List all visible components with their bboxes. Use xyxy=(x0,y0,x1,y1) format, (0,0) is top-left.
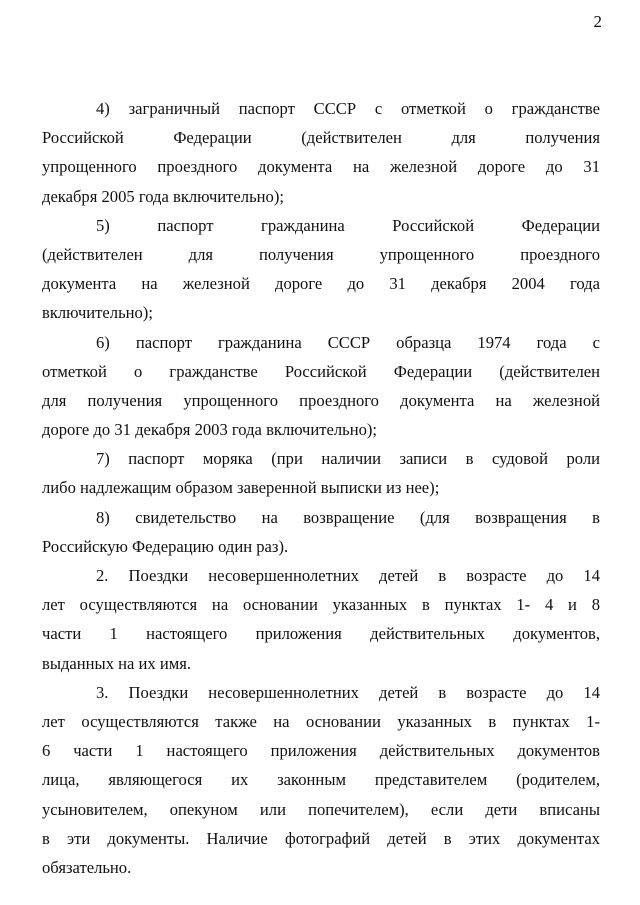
text-line: Российскую Федерацию один раз). xyxy=(42,536,289,556)
text-line: лет осуществляются на основании указанных в пунктах 1- 4 и 8 xyxy=(42,595,600,615)
text-line: 3. Поездки несовершеннолетних детей в возрасте до 14 xyxy=(96,682,600,702)
text-line: части 1 настоящего приложения действительных документов, xyxy=(42,624,600,644)
text-line: 6) паспорт гражданина СССР образца 1974 года с xyxy=(96,332,600,352)
text-line: лет осуществляются также на основании указанных в пунктах 1- xyxy=(42,711,600,731)
paragraph-item-4 xyxy=(42,94,600,211)
text-line: для получения упрощенного проездного документа на железной xyxy=(42,390,600,410)
paragraph-item-8 xyxy=(42,503,600,561)
text-line: отметкой о гражданстве Российской Федерации (действителен xyxy=(42,361,600,381)
paragraph-item-7 xyxy=(42,444,600,502)
text-line: документа на железной дороге до 31 декабря 2004 года xyxy=(42,274,600,294)
text-line: декабря 2005 года включительно); xyxy=(42,186,284,206)
text-line: Российской Федерации (действителен для получения xyxy=(42,128,600,148)
text-line: выданных на их имя. xyxy=(42,653,192,673)
paragraph-point-3 xyxy=(42,678,600,882)
text-line: 6 части 1 настоящего приложения действительных документов xyxy=(42,741,600,761)
text-line: включительно); xyxy=(42,303,153,323)
text-line: (действителен для получения упрощенного проездного xyxy=(42,244,600,264)
text-line: 8) свидетельство на возвращение (для возвращения в xyxy=(96,507,600,527)
text-line: обязательно. xyxy=(42,857,132,877)
text-line: 2. Поездки несовершеннолетних детей в возрасте до 14 xyxy=(96,566,600,585)
document-body xyxy=(42,94,600,882)
text-line: 4) заграничный паспорт СССР с отметкой о гражданстве xyxy=(96,99,600,118)
paragraph-item-6 xyxy=(42,328,600,445)
text-line: усыновителем, опекуном или попечителем), если дети вписаны xyxy=(42,799,600,819)
page-number: 2 xyxy=(593,12,602,31)
text-line: дороге до 31 декабря 2003 года включительно); xyxy=(42,420,378,440)
text-line: 7) паспорт моряка (при наличии записи в судовой роли xyxy=(96,449,600,469)
paragraph-point-2 xyxy=(42,561,600,678)
paragraph-item-5 xyxy=(42,211,600,328)
text-line: либо надлежащим образом заверенной выписки из нее); xyxy=(42,478,440,498)
text-line: 5) паспорт гражданина Российской Федерации xyxy=(96,215,600,235)
text-line: в эти документы. Наличие фотографий детей в этих документах xyxy=(42,828,600,848)
text-line: лица, являющегося их законным представителем (родителем, xyxy=(42,770,600,790)
text-line: упрощенного проездного документа на железной дороге до 31 xyxy=(42,157,600,177)
